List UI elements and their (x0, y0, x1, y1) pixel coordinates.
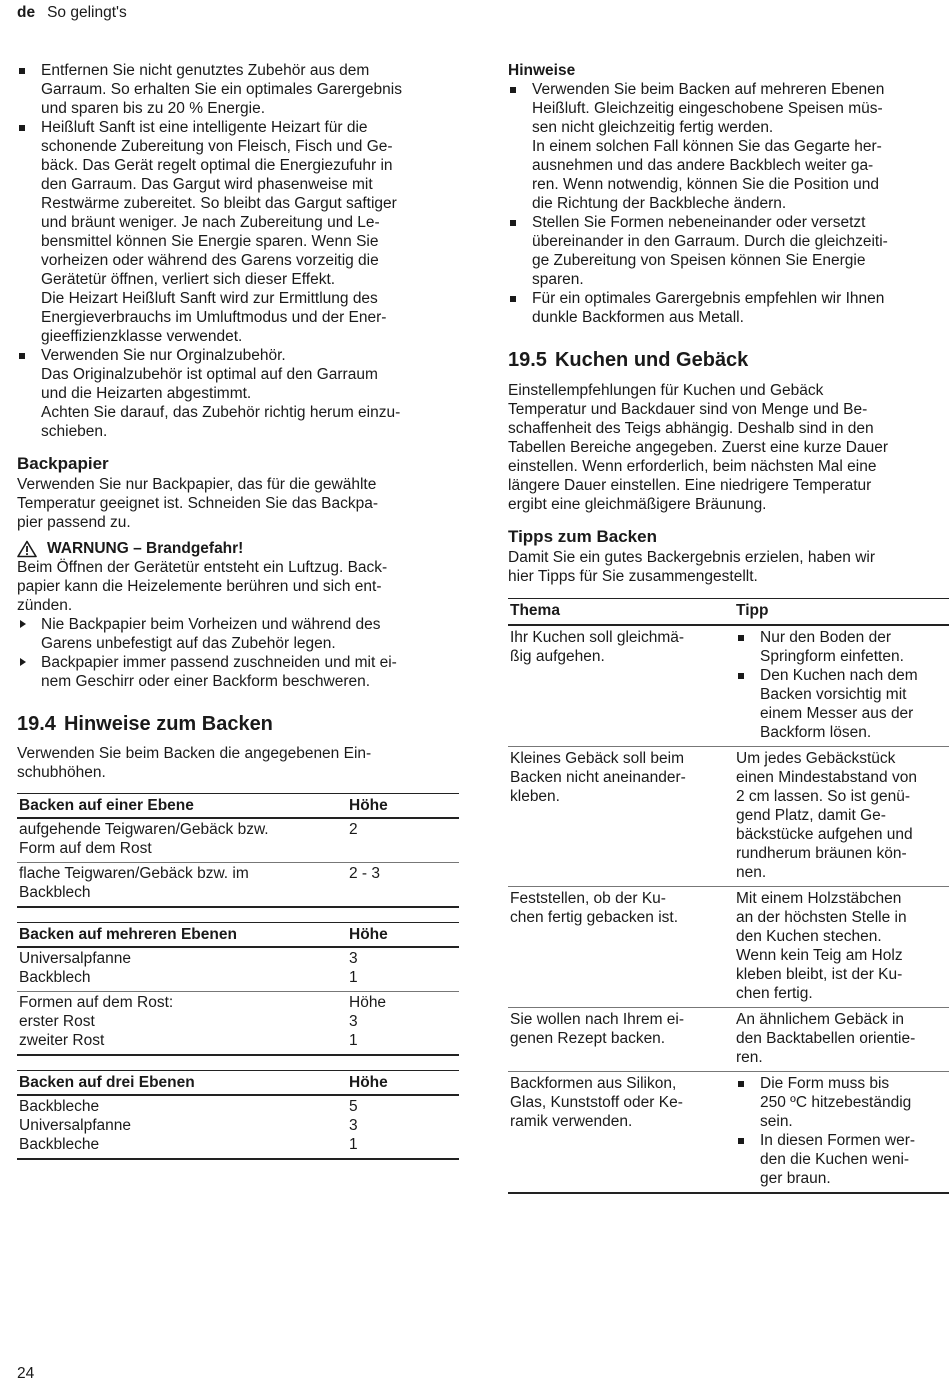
topic-cell (508, 625, 734, 747)
text-line: schaffenheit des Teigs abhängig. Deshalb sind in den (508, 420, 874, 437)
tipps-table (508, 598, 949, 1194)
text-line: Nie Backpapier beim Vorheizen und während des (41, 616, 381, 633)
chapter-title: So gelingt's (47, 4, 127, 21)
text-line: ramik verwenden. (510, 1113, 633, 1130)
text-line: 250 ºC hitzebeständig (760, 1094, 912, 1111)
text-line: ge Zubereitung von Speisen können Sie Energie (532, 252, 866, 269)
text-line: einem Messer aus der (760, 705, 914, 722)
language-code: de (17, 4, 36, 21)
text-line: Verwenden Sie nur Backpapier, das für die gewählte (17, 476, 377, 493)
column-header-placement: Backen auf einer Ebene (17, 794, 347, 819)
text-line: Backen vorsichtig mit (760, 686, 907, 703)
text-line: zweiter Rost (19, 1032, 105, 1049)
text-line: und die Heizarten abgestimmt. (41, 385, 252, 402)
text-line: den die Kuchen weni- (760, 1151, 910, 1168)
page-number: 24 (17, 1365, 35, 1382)
list-item (17, 61, 459, 118)
left-column (17, 61, 459, 1160)
list-item (736, 628, 947, 666)
text-line: vorheizen oder während des Garens vorzeitig die (41, 252, 379, 269)
text-line: schubhöhen. (17, 764, 106, 781)
text-line: Die Heizart Heißluft Sanft wird zur Ermittlung des (41, 290, 378, 307)
list-item (736, 666, 947, 742)
backpapier-heading: Backpapier (17, 454, 109, 473)
text-line: sparen. (532, 271, 584, 288)
text-line: Die Form muss bis (760, 1075, 890, 1092)
section-number: 19.5 (508, 349, 547, 371)
text-line: 2 - 3 (349, 865, 381, 882)
text-line: Einstellempfehlungen für Kuchen und Gebäck (508, 382, 824, 399)
table-row (17, 818, 459, 863)
table-row (17, 1095, 459, 1159)
text-line: Backbleche (19, 1136, 100, 1153)
text-line: ren. (736, 1049, 763, 1066)
text-line: ergibt eine gleichmäßigere Bräunung. (508, 496, 767, 513)
text-line: 3 (349, 1117, 358, 1134)
topic-cell (508, 1008, 734, 1072)
list-item (17, 615, 459, 653)
tipps-heading: Tipps zum Backen (508, 527, 657, 546)
text-line: pier passend zu. (17, 514, 131, 531)
column-header-thema: Thema (508, 599, 734, 626)
table-row (508, 887, 949, 1008)
text-line: Verwenden Sie nur Orginalzubehör. (41, 347, 286, 364)
text-line: Gerätetür öffnen, verliert sich dieser Effekt. (41, 271, 336, 288)
text-line: Höhe (349, 994, 387, 1011)
list-item (736, 1074, 947, 1131)
text-line: Backpapier immer passend zuschneiden und mit ei- (41, 654, 397, 671)
column-header-placement: Backen auf drei Ebenen (17, 1071, 347, 1096)
warning-triangle-icon (17, 540, 37, 558)
text-line: 2 cm lassen. So ist genü- (736, 788, 911, 805)
warning-text (17, 558, 459, 615)
list-item (508, 80, 949, 213)
text-line: Backformen aus Silikon, (510, 1075, 677, 1092)
text-line: chen fertig gebacken ist. (510, 909, 679, 926)
text-line: 3 (349, 1013, 358, 1030)
text-line: 1 (349, 1136, 358, 1153)
level-table (17, 922, 459, 1056)
text-line: Backbleche (19, 1098, 100, 1115)
section-title-19-4 (17, 712, 459, 736)
section-title-19-5 (508, 348, 949, 372)
text-line: Garens unbefestigt auf das Zubehör legen. (41, 635, 336, 652)
text-line: an der höchsten Stelle in (736, 909, 907, 926)
text-line: papier kann die Heizelemente berühren und sich ent- (17, 578, 382, 595)
text-line: sein. (760, 1113, 793, 1130)
section-19-5-intro (508, 381, 949, 514)
text-line: Verwenden Sie beim Backen die angegebenen Ein- (17, 745, 372, 762)
warning-title (17, 539, 459, 558)
text-line: Springform einfetten. (760, 648, 904, 665)
list-item (508, 213, 949, 289)
text-line: den Backtabellen orientie- (736, 1030, 916, 1047)
level-table (17, 793, 459, 908)
text-line: In diesen Formen wer- (760, 1132, 916, 1149)
text-line: Garraum. So erhalten Sie ein optimales Garergebnis (41, 81, 402, 98)
text-line: Tabellen Bereiche angegeben. Zuerst eine kurze Dauer (508, 439, 888, 456)
text-line: kleben. (510, 788, 560, 805)
height-cell (347, 992, 459, 1056)
text-line: Nur den Boden der (760, 629, 891, 646)
height-cell (347, 818, 459, 863)
text-line: einstellen. Wenn erforderlich, beim nächsten Mal eine (508, 458, 877, 475)
text-line: 1 (349, 1032, 358, 1049)
topic-cell (508, 747, 734, 887)
list-item (17, 118, 459, 346)
text-line: Heißluft Sanft ist eine intelligente Heizart für die (41, 119, 368, 136)
tip-cell (734, 747, 949, 887)
text-line: gend Platz, damit Ge- (736, 807, 886, 824)
text-line: Für ein optimales Garergebnis empfehlen wir Ihnen (532, 290, 885, 307)
text-line: nem Geschirr oder einer Backform beschweren. (41, 673, 371, 690)
level-table (17, 1070, 459, 1160)
tip-bullet-list (736, 628, 947, 742)
text-line: schieben. (41, 423, 108, 440)
tip-cell (734, 625, 949, 747)
warning-title-text: WARNUNG – Brandgefahr! (47, 540, 244, 557)
list-item (736, 1131, 947, 1188)
text-line: Den Kuchen nach dem (760, 667, 918, 684)
text-line: Kleines Gebäck soll beim (510, 750, 685, 767)
text-line: erster Rost (19, 1013, 95, 1030)
text-line: flache Teigwaren/Gebäck bzw. im (19, 865, 249, 882)
list-item (508, 289, 949, 327)
placement-cell (17, 1095, 347, 1159)
text-line: sen nicht gleichzeitig fertig werden. (532, 119, 774, 136)
height-cell (347, 863, 459, 908)
backpapier-text (17, 475, 459, 532)
text-line: 2 (349, 821, 358, 838)
section-title-text: Hinweise zum Backen (63, 713, 273, 735)
text-line: Damit Sie ein gutes Backergebnis erzielen, haben wir (508, 549, 876, 566)
topic-cell (508, 1072, 734, 1194)
text-line: Universalpfanne (19, 1117, 132, 1134)
table-row (508, 1008, 949, 1072)
text-line: Feststellen, ob der Ku- (510, 890, 666, 907)
text-line: und sparen bis zu 20 % Energie. (41, 100, 266, 117)
text-line: Energieverbrauchs im Umluftmodus und der Ener- (41, 309, 387, 326)
text-line: Heißluft. Gleichzeitig eingeschobene Speisen müs- (532, 100, 883, 117)
list-item (17, 653, 459, 691)
text-line: Das Originalzubehör ist optimal auf den Garraum (41, 366, 378, 383)
text-line: 5 (349, 1098, 358, 1115)
text-line: Beim Öffnen der Gerätetür entsteht ein Luftzug. Back- (17, 559, 388, 576)
text-line: übereinander in den Garraum. Durch die gleichzeiti- (532, 233, 888, 250)
text-line: Ihr Kuchen soll gleichmä- (510, 629, 685, 646)
level-table-header (17, 923, 459, 948)
text-line: 3 (349, 950, 358, 967)
level-table-header (17, 1071, 459, 1096)
text-line: Backform lösen. (760, 724, 872, 741)
column-header-height: Höhe (347, 1071, 459, 1096)
section-19-4-intro (17, 744, 459, 782)
text-line: Backblech (19, 969, 91, 986)
text-line: nen. (736, 864, 767, 881)
text-line: den Garraum. Das Gargut wird phasenweise mit (41, 176, 373, 193)
level-table-header (17, 794, 459, 819)
placement-cell (17, 947, 347, 992)
tip-cell (734, 1008, 949, 1072)
text-line: Backen nicht aneinander- (510, 769, 686, 786)
text-line: An ähnlichem Gebäck in (736, 1011, 905, 1028)
placement-cell (17, 863, 347, 908)
text-line: Achten Sie darauf, das Zubehör richtig herum einzu- (41, 404, 401, 421)
text-line: gieeffizienzklasse verwendet. (41, 328, 243, 345)
list-item (17, 346, 459, 441)
text-line: Entfernen Sie nicht genutztes Zubehör aus dem (41, 62, 370, 79)
text-line: Glas, Kunststoff oder Ke- (510, 1094, 683, 1111)
hinweise-heading: Hinweise (508, 62, 576, 79)
page-header (17, 3, 127, 22)
section-title-text: Kuchen und Gebäck (554, 349, 749, 371)
text-line: den Kuchen stechen. (736, 928, 882, 945)
text-line: Stellen Sie Formen nebeneinander oder versetzt (532, 214, 866, 231)
text-line: Backblech (19, 884, 91, 901)
right-column (508, 61, 949, 1194)
table-row (508, 747, 949, 887)
hinweise-bullet-list (508, 80, 949, 327)
height-cell (347, 1095, 459, 1159)
text-line: bensmittel können Sie Energie sparen. Wenn Sie (41, 233, 379, 250)
level-tables (17, 793, 459, 1160)
table-row (17, 992, 459, 1056)
column-header-height: Höhe (347, 923, 459, 948)
text-line: 1 (349, 969, 358, 986)
text-line: ausnehmen und das andere Backblech weiter ga- (532, 157, 874, 174)
text-line: Sie wollen nach Ihrem ei- (510, 1011, 685, 1028)
tip-bullet-list (736, 1074, 947, 1188)
text-line: chen fertig. (736, 985, 813, 1002)
tipps-table-body (508, 625, 949, 1193)
text-line: genen Rezept backen. (510, 1030, 666, 1047)
text-line: Wenn kein Teig am Holz (736, 947, 903, 964)
text-line: bäckstücke aufgehen und (736, 826, 913, 843)
tip-cell (734, 887, 949, 1008)
text-line: aufgehende Teigwaren/Gebäck bzw. (19, 821, 269, 838)
topic-cell (508, 887, 734, 1008)
column-header-placement: Backen auf mehreren Ebenen (17, 923, 347, 948)
placement-cell (17, 818, 347, 863)
text-line: zünden. (17, 597, 73, 614)
table-row (508, 625, 949, 747)
intro-bullet-list (17, 61, 459, 441)
text-line: hier Tipps für Sie zusammengestellt. (508, 568, 758, 585)
text-line: ger braun. (760, 1170, 831, 1187)
column-header-tipp: Tipp (734, 599, 949, 626)
text-line: rundherum bräunen kön- (736, 845, 907, 862)
text-line: Um jedes Gebäckstück (736, 750, 896, 767)
table-row (508, 1072, 949, 1194)
column-header-height: Höhe (347, 794, 459, 819)
text-line: und bräunt weniger. Je nach Zubereitung und Le- (41, 214, 380, 231)
text-line: schonende Zubereitung von Fleisch, Fisch und Ge- (41, 138, 393, 155)
tipps-intro (508, 548, 949, 586)
placement-cell (17, 992, 347, 1056)
text-line: dunkle Backformen aus Metall. (532, 309, 744, 326)
table-row (17, 863, 459, 908)
text-line: Universalpfanne (19, 950, 132, 967)
height-cell (347, 947, 459, 992)
text-line: Verwenden Sie beim Backen auf mehreren Ebenen (532, 81, 885, 98)
text-line: kleben bleibt, ist der Ku- (736, 966, 903, 983)
text-line: bäck. Das Gerät regelt optimal die Energiezufuhr in (41, 157, 393, 174)
text-line: Mit einem Holzstäbchen (736, 890, 902, 907)
tip-cell (734, 1072, 949, 1194)
section-number: 19.4 (17, 713, 56, 735)
text-line: ren. Wenn notwendig, können Sie die Position und (532, 176, 879, 193)
table-row (17, 947, 459, 992)
text-line: einen Mindestabstand von (736, 769, 917, 786)
text-line: Restwärme zubereitet. So bleibt das Gargut saftiger (41, 195, 397, 212)
text-line: die Richtung der Backbleche ändern. (532, 195, 787, 212)
text-line: Temperatur geeignet ist. Schneiden Sie das Backpa- (17, 495, 379, 512)
text-line: ßig aufgehen. (510, 648, 605, 665)
text-line: Temperatur und Backdauer sind von Menge und Be- (508, 401, 868, 418)
text-line: Form auf dem Rost (19, 840, 152, 857)
tipps-table-header (508, 599, 949, 626)
text-line: Formen auf dem Rost: (19, 994, 174, 1011)
text-line: längere Dauer einstellen. Eine niedrigere Temperatur (508, 477, 872, 494)
warning-action-list (17, 615, 459, 691)
text-line: In einem solchen Fall können Sie das Gegarte her- (532, 138, 882, 155)
